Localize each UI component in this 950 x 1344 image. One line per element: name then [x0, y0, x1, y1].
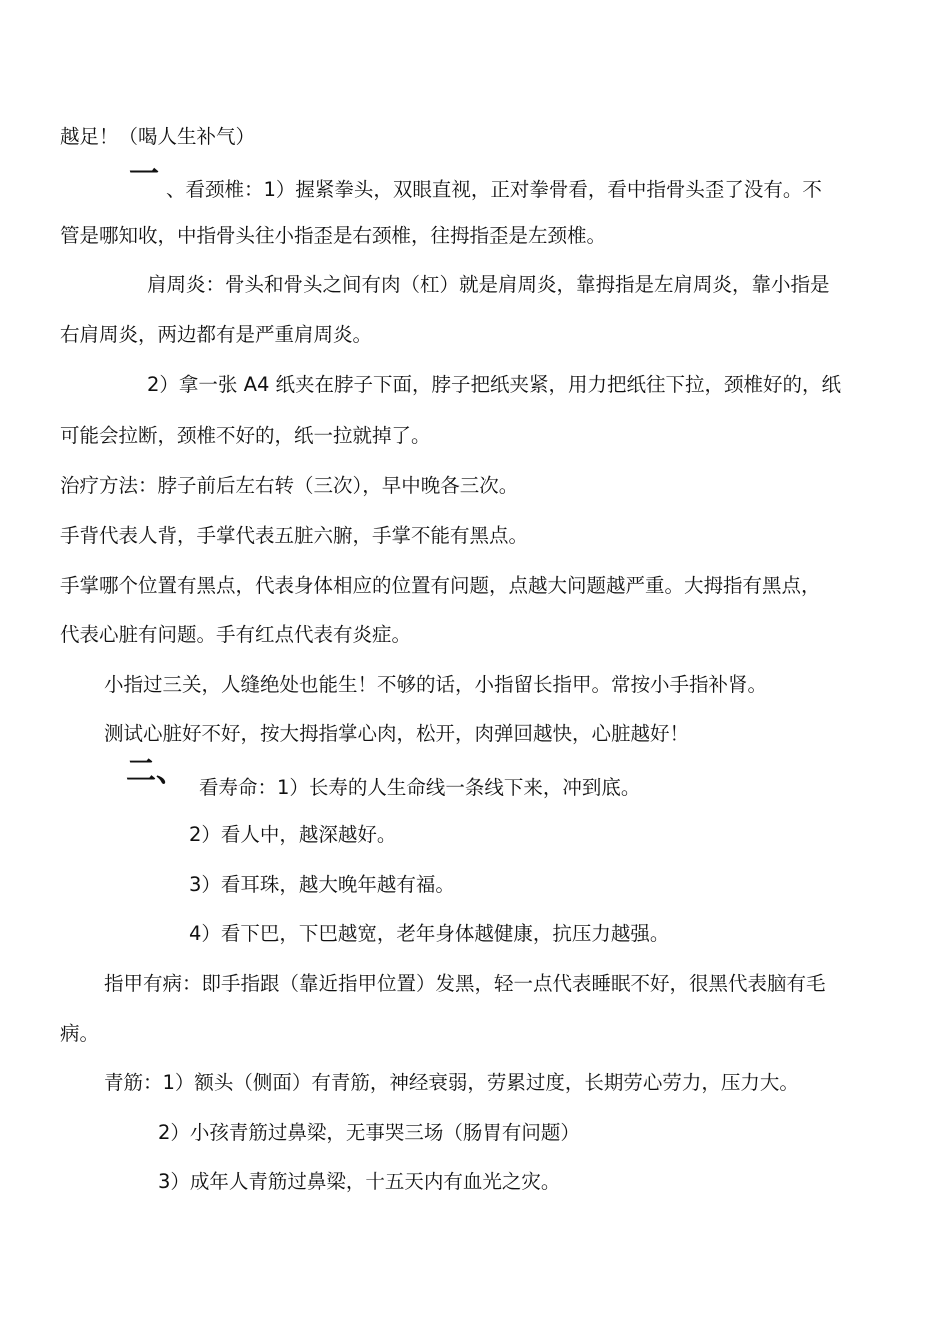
section-number-two: 二、 — [126, 754, 186, 789]
text-line: 可能会拉断，颈椎不好的，纸一拉就掉了。 — [60, 424, 431, 447]
text-line: 青筋：1）额头（侧面）有青筋，神经衰弱，劳累过度，长期劳心劳力，压力大。 — [104, 1071, 799, 1094]
text-line: 代表心脏有问题。手有红点代表有炎症。 — [60, 623, 412, 646]
text-line: 病。 — [60, 1022, 100, 1045]
text-line: 4）看下巴，下巴越宽，老年身体越健康，抗压力越强。 — [189, 922, 670, 945]
text-line: 小指过三关，人缝绝处也能生！不够的话，小指留长指甲。常按小手指补肾。 — [104, 673, 768, 696]
section-number-one: 一 — [129, 157, 159, 192]
text-line: 治疗方法：脖子前后左右转（三次），早中晚各三次。 — [60, 474, 519, 497]
text-line: 2）拿一张 A4 纸夹在脖子下面，脖子把纸夹紧，用力把纸往下拉，颈椎好的，纸 — [147, 373, 842, 396]
text-line: 肩周炎：骨头和骨头之间有肉（杠）就是肩周炎，靠拇指是左肩周炎，靠小指是 — [147, 273, 830, 296]
text-line: 手掌哪个位置有黑点，代表身体相应的位置有问题，点越大问题越严重。大拇指有黑点， — [60, 574, 821, 597]
text-line: 3）成年人青筋过鼻梁，十五天内有血光之灾。 — [158, 1170, 561, 1193]
text-line: 越足！（喝人生补气） — [60, 125, 256, 148]
text-line: 指甲有病：即手指跟（靠近指甲位置）发黑，轻一点代表睡眠不好，很黑代表脑有毛 — [104, 972, 826, 995]
text-line: 手背代表人背，手掌代表五脏六腑，手掌不能有黑点。 — [60, 524, 529, 547]
text-line: 测试心脏好不好，按大拇指掌心肉，松开，肉弹回越快，心脏越好！ — [104, 722, 690, 745]
text-line: 2）小孩青筋过鼻梁，无事哭三场（肠胃有问题） — [158, 1121, 580, 1144]
text-line: 管是哪知收，中指骨头往小指歪是右颈椎，往拇指歪是左颈椎。 — [60, 224, 607, 247]
text-line: 2）看人中，越深越好。 — [189, 823, 397, 846]
text-line: 右肩周炎，两边都有是严重肩周炎。 — [60, 323, 373, 346]
text-line: 3）看耳珠，越大晚年越有福。 — [189, 873, 455, 896]
text-line: 、看颈椎：1）握紧拳头，双眼直视，正对拳骨看，看中指骨头歪了没有。不 — [166, 178, 822, 201]
text-line: 看寿命：1）长寿的人生命线一条线下来，冲到底。 — [199, 776, 641, 799]
